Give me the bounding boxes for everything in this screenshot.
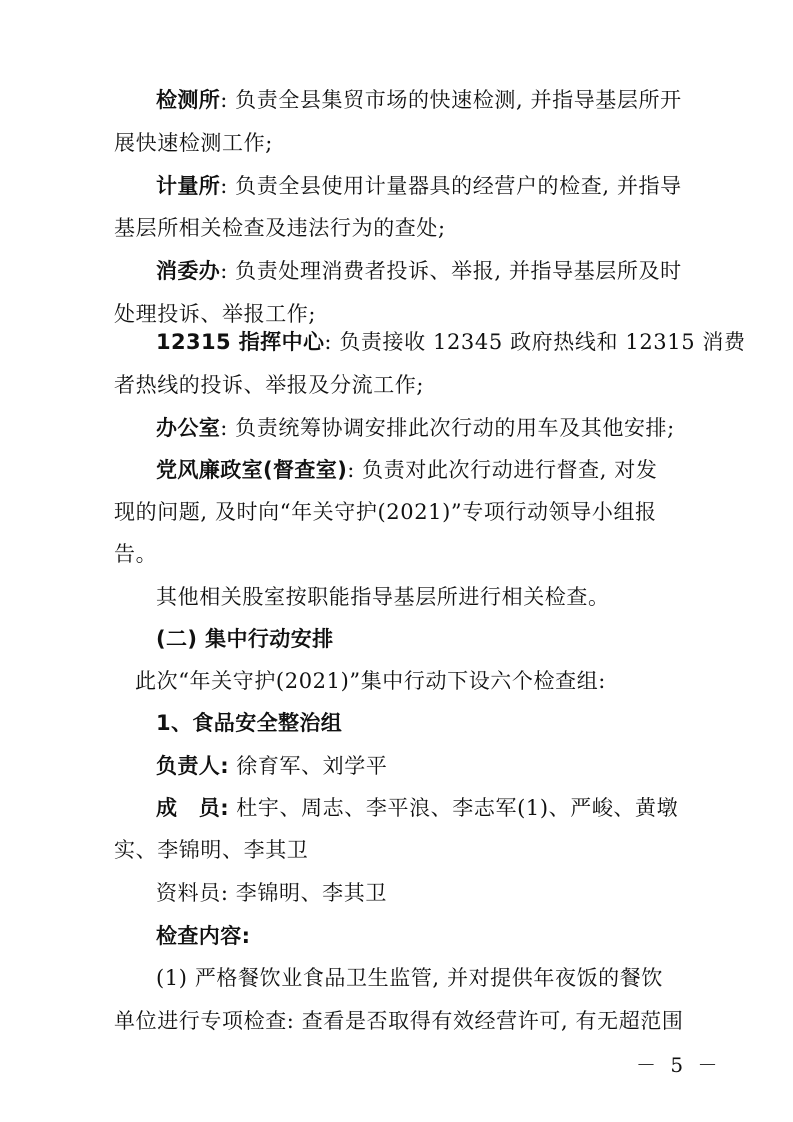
label-office: 办公室	[156, 416, 221, 440]
paragraph-office-line-1	[156, 414, 675, 442]
paragraph-command-center-line-1	[156, 328, 746, 356]
paragraph-command-center-line-2: 者热线的投诉、举报及分流工作;	[114, 373, 425, 397]
group-members-line-2: 实、李锦明、李其卫	[114, 838, 309, 862]
paragraph-testing-institute-line-2: 展快速检测工作;	[114, 131, 273, 155]
text-leader: 徐育军、刘学平	[229, 754, 388, 778]
inspection-item-1-line-2: 单位进行专项检查: 查看是否取得有效经营许可, 有无超范围	[114, 1009, 684, 1033]
section-heading-concentrated-action: (二) 集中行动安排	[156, 627, 334, 651]
paragraph-other-sections: 其他相关股室按职能指导基层所进行相关检查。	[156, 585, 610, 609]
paragraph-consumer-office-line-1	[156, 257, 682, 285]
text-testing-institute-1: : 负责全县集贸市场的快速检测, 并指导基层所开	[220, 88, 682, 112]
text-office-1: : 负责统筹协调安排此次行动的用车及其他安排;	[220, 416, 675, 440]
page-number: － 5 －	[636, 1053, 722, 1077]
paragraph-testing-institute-line-1	[156, 86, 682, 114]
text-members-1: 杜宇、周志、李平浪、李志军(1)、严峻、黄墩	[229, 796, 679, 820]
group-clerk-line	[156, 879, 387, 907]
text-clerk: : 李锦明、李其卫	[220, 881, 387, 905]
label-metrology-institute: 计量所	[156, 174, 221, 198]
inspection-item-1-line-1: (1) 严格餐饮业食品卫生监管, 并对提供年夜饭的餐饮	[156, 966, 663, 990]
group-heading-food-safety: 1、食品安全整治组	[156, 711, 343, 735]
label-clerk: 资料员	[156, 881, 221, 905]
group-leader-line	[156, 752, 387, 780]
label-testing-institute: 检测所	[156, 88, 221, 112]
paragraph-consumer-office-line-2: 处理投诉、举报工作;	[114, 302, 317, 326]
label-consumer-office: 消委办	[156, 259, 221, 283]
paragraph-inspection-office-line-1	[156, 456, 658, 484]
paragraph-inspection-office-line-2: 现的问题, 及时向“年关守护(2021)”专项行动领导小组报	[114, 500, 657, 524]
text-inspection-office-1: : 负责对此次行动进行督查, 对发	[347, 458, 658, 482]
inspection-content-heading: 检查内容:	[156, 924, 251, 948]
label-inspection-office: 党风廉政室(督查室)	[156, 458, 348, 482]
group-members-line-1	[156, 794, 678, 822]
paragraph-metrology-institute-line-2: 基层所相关检查及违法行为的查处;	[114, 216, 446, 240]
text-metrology-institute-1: : 负责全县使用计量器具的经营户的检查, 并指导	[220, 174, 682, 198]
paragraph-metrology-institute-line-1	[156, 172, 682, 200]
text-consumer-office-1: : 负责处理消费者投诉、举报, 并指导基层所及时	[220, 259, 682, 283]
paragraph-inspection-office-line-3: 告。	[114, 542, 158, 566]
label-members: 成 员:	[156, 796, 229, 820]
label-leader: 负责人:	[156, 754, 229, 778]
section-intro: 此次“年关守护(2021)”集中行动下设六个检查组:	[135, 669, 606, 693]
label-command-center: 12315 指挥中心	[156, 330, 325, 354]
text-command-center-1: : 负责接收 12345 政府热线和 12315 消费	[324, 330, 746, 354]
